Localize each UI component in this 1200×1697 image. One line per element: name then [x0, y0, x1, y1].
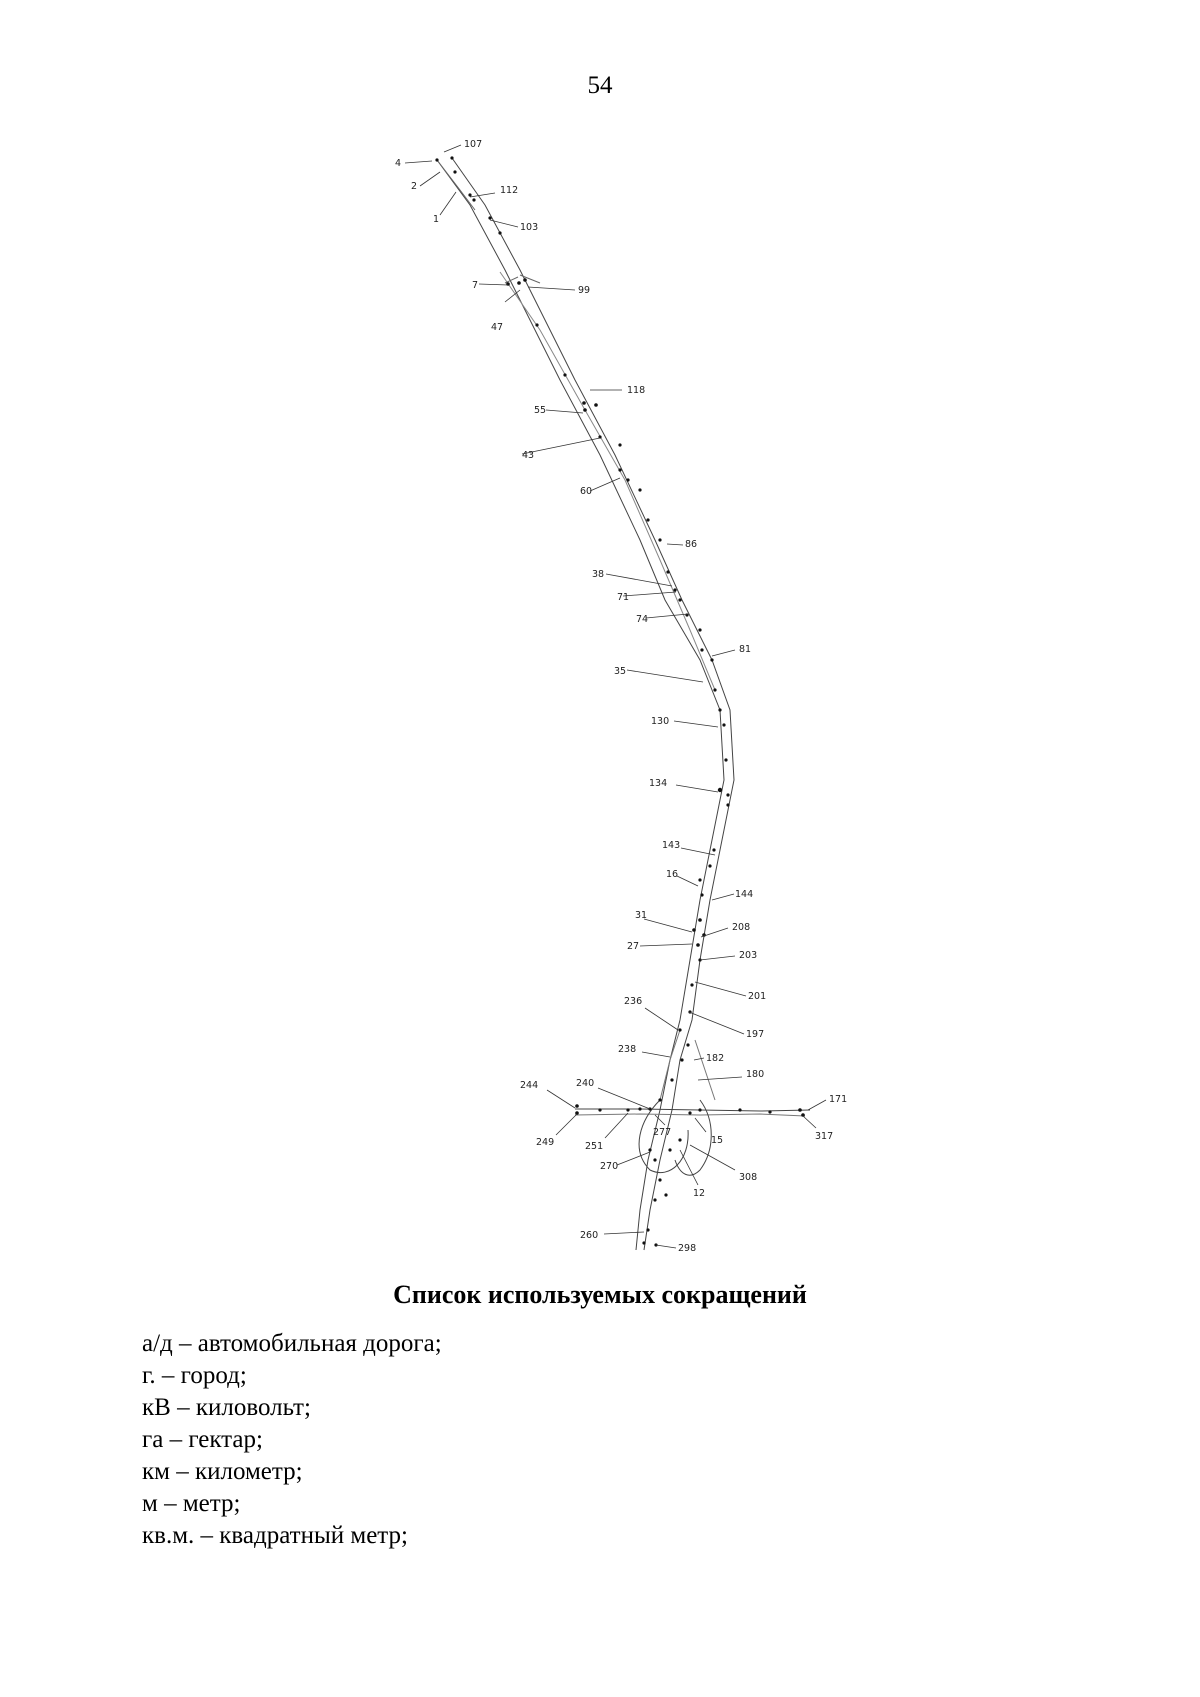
label-leaders	[405, 145, 826, 1248]
abbreviations-title: Список используемых сокращений	[393, 1280, 807, 1309]
point-label: 298	[678, 1243, 697, 1254]
abbreviation-item: м – метр;	[142, 1490, 241, 1517]
point-labels	[395, 139, 847, 1254]
point-label: 74	[636, 614, 649, 625]
point-label: 16	[666, 869, 679, 880]
point-label: 249	[536, 1137, 555, 1148]
point-label: 244	[520, 1080, 539, 1091]
abbreviations-list	[142, 1328, 442, 1552]
point-label: 317	[815, 1131, 834, 1142]
point-label: 86	[685, 539, 698, 550]
abbreviation-item: кВ – киловольт;	[142, 1394, 311, 1421]
abbreviation-item: г. – город;	[142, 1362, 247, 1389]
point-label: 71	[617, 592, 630, 603]
ramp-2	[695, 1040, 715, 1100]
point-label: 4	[395, 158, 402, 169]
abbreviation-item: га – гектар;	[142, 1426, 263, 1453]
point-label: 238	[618, 1044, 637, 1055]
point-label: 171	[829, 1094, 848, 1105]
point-label: 107	[464, 139, 483, 150]
top-branch	[437, 160, 475, 210]
point-label: 130	[651, 716, 670, 727]
route-line-inner	[500, 272, 715, 690]
point-label: 308	[739, 1172, 758, 1183]
point-label: 27	[627, 941, 640, 952]
point-label: 47	[491, 322, 504, 333]
point-label: 270	[600, 1161, 619, 1172]
abbreviation-item: кв.м. – квадратный метр;	[142, 1522, 408, 1549]
loop-2	[675, 1100, 711, 1175]
point-label: 99	[578, 285, 591, 296]
point-label: 208	[732, 922, 751, 933]
point-label: 15	[711, 1135, 724, 1146]
point-label: 260	[580, 1230, 599, 1241]
point-label: 277	[653, 1127, 672, 1138]
point-label: 201	[748, 991, 767, 1002]
point-label: 12	[693, 1188, 706, 1199]
point-label: 197	[746, 1029, 765, 1040]
point-label: 251	[585, 1141, 604, 1152]
point-label: 134	[649, 778, 668, 789]
point-label: 236	[624, 996, 643, 1007]
point-label: 143	[662, 840, 681, 851]
ramp-1	[660, 1030, 680, 1100]
point-label: 55	[534, 405, 547, 416]
point-label: 38	[592, 569, 605, 580]
point-label: 60	[580, 486, 593, 497]
point-label: 144	[735, 889, 754, 900]
point-label: 103	[520, 222, 539, 233]
point-label: 7	[472, 280, 479, 291]
cross-road	[575, 1109, 810, 1111]
point-label: 182	[706, 1053, 725, 1064]
point-label: 118	[627, 385, 646, 396]
point-label: 2	[411, 181, 418, 192]
abbreviation-item: км – километр;	[142, 1458, 303, 1485]
point-label: 31	[635, 910, 648, 921]
point-label: 43	[522, 450, 535, 461]
page-number: 54	[587, 72, 613, 99]
abbreviation-item: а/д – автомобильная дорога;	[142, 1330, 442, 1357]
point-label: 203	[739, 950, 758, 961]
point-label: 180	[746, 1069, 765, 1080]
junction-99	[520, 275, 540, 283]
point-label: 35	[614, 666, 627, 677]
point-label: 240	[576, 1078, 595, 1089]
point-label: 81	[739, 644, 752, 655]
point-label: 112	[500, 185, 519, 196]
route-points	[435, 156, 804, 1246]
point-label: 1	[433, 214, 440, 225]
